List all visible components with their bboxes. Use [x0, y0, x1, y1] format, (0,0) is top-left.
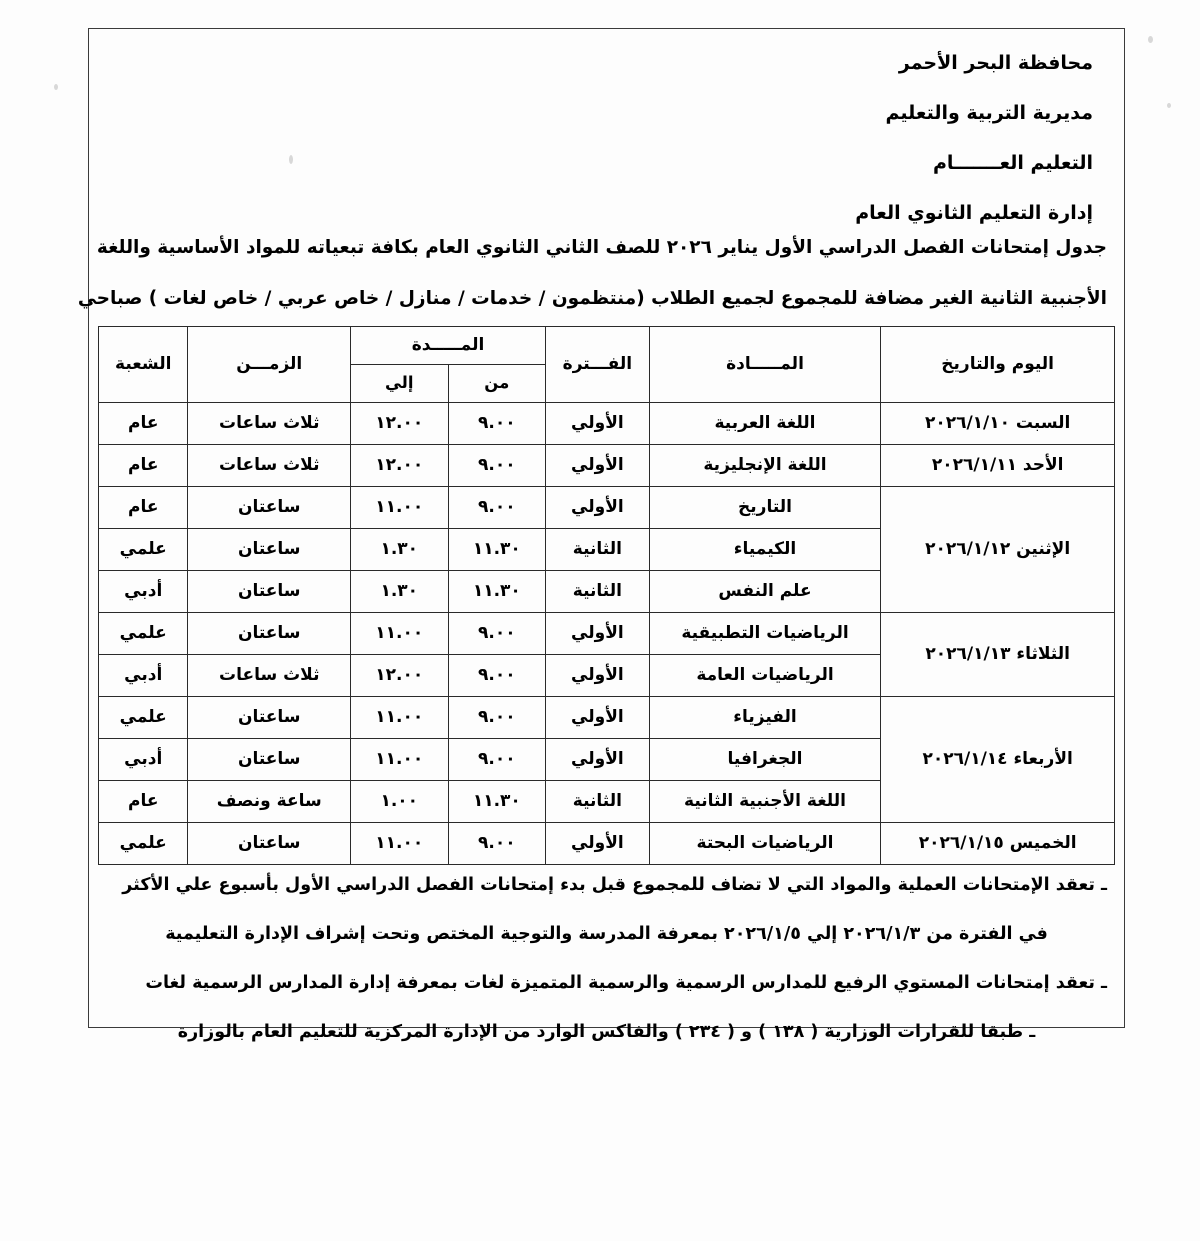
title-line-1: جدول إمتحانات الفصل الدراسي الأول يناير ٢٠٢٦ للصف الثاني الثانوي العام بكافة تبعياته للمواد الأساسية واللغة: [96, 237, 1107, 258]
table-header-row-1: [99, 326, 1115, 364]
cell-period: الثانية: [546, 780, 650, 822]
footnote-2: ـ تعقد إمتحانات المستوي الرفيع للمدارس الرسمية والرسمية المتميزة لغات بمعرفة إدارة المدارس الرسمية لغات: [145, 972, 1107, 993]
cell-to: ١١.٠٠: [351, 612, 449, 654]
cell-to: ١.٣٠: [351, 528, 449, 570]
header-day-and-date: اليوم والتاريخ: [881, 326, 1115, 402]
cell-from: ٩.٠٠: [448, 696, 546, 738]
cell-to: ١.٠٠: [351, 780, 449, 822]
cell-section: عام: [99, 402, 188, 444]
footnotes: [88, 865, 1125, 1043]
cell-to: ١٢.٠٠: [351, 444, 449, 486]
header-to: إلي: [351, 364, 449, 402]
cell-period: الأولي: [546, 738, 650, 780]
cell-period: الأولي: [546, 822, 650, 864]
cell-time: ساعتان: [188, 612, 351, 654]
cell-subject: الفيزياء: [649, 696, 881, 738]
footnote-1-line-2: في الفترة من ٢٠٢٦/١/٣ إلي ٢٠٢٦/١/٥ بمعرفة المدرسة والتوجية المختص وتحت إشراف الإدارة التعليمية: [165, 923, 1048, 944]
cell-period: الأولي: [546, 654, 650, 696]
cell-period: الثانية: [546, 528, 650, 570]
cell-from: ١١.٣٠: [448, 528, 546, 570]
cell-subject: اللغة العربية: [649, 402, 881, 444]
cell-subject: علم النفس: [649, 570, 881, 612]
cell-period: الأولي: [546, 402, 650, 444]
cell-period: الأولي: [546, 444, 650, 486]
table-row: [99, 444, 1115, 486]
header-duration-group: المـــــدة: [351, 326, 546, 364]
cell-to: ١١.٠٠: [351, 822, 449, 864]
cell-section: أدبي: [99, 570, 188, 612]
schedule-table-wrapper: [88, 326, 1125, 865]
document-title: [77, 237, 1125, 310]
cell-section: علمي: [99, 612, 188, 654]
cell-from: ١١.٣٠: [448, 780, 546, 822]
directorate-line: مديرية التربية والتعليم: [885, 102, 1093, 124]
cell-day-and-date: الأربعاء ٢٠٢٦/١/١٤: [881, 696, 1115, 822]
footnote-3: ـ طبقا للقرارات الوزارية ( ١٣٨ ) و ( ٢٣٤ ) والفاكس الوارد من الإدارة المركزية للتعليم العام بالوزارة: [177, 1021, 1036, 1042]
cell-time: ساعة ونصف: [188, 780, 351, 822]
cell-to: ١١.٠٠: [351, 738, 449, 780]
table-row: [99, 822, 1115, 864]
title-line-2: الأجنبية الثانية الغير مضافة للمجموع لجميع الطلاب (منتظمون / خدمات / منازل / خاص عربي / خاص لغات ) صباحي: [77, 288, 1107, 310]
header-subject: المـــــادة: [649, 326, 881, 402]
administration-line: إدارة التعليم الثانوي العام: [855, 202, 1093, 224]
cell-subject: اللغة الإنجليزية: [649, 444, 881, 486]
document-content: [77, 28, 1125, 1071]
cell-from: ٩.٠٠: [448, 738, 546, 780]
cell-from: ١١.٣٠: [448, 570, 546, 612]
cell-subject: الرياضيات البحتة: [649, 822, 881, 864]
cell-from: ٩.٠٠: [448, 612, 546, 654]
cell-day-and-date: السبت ٢٠٢٦/١/١٠: [881, 402, 1115, 444]
header-time: الزمـــن: [188, 326, 351, 402]
cell-to: ١.٣٠: [351, 570, 449, 612]
table-row: [99, 402, 1115, 444]
cell-subject: الكيمياء: [649, 528, 881, 570]
cell-time: ساعتان: [188, 570, 351, 612]
cell-to: ١١.٠٠: [351, 486, 449, 528]
cell-section: أدبي: [99, 654, 188, 696]
cell-day-and-date: الثلاثاء ٢٠٢٦/١/١٣: [881, 612, 1115, 696]
footnote-1-line-1: ـ تعقد الإمتحانات العملية والمواد التي لا تضاف للمجموع قبل بدء إمتحانات الفصل الدراسي الأول بأسبوع علي الأكثر: [122, 874, 1107, 895]
cell-from: ٩.٠٠: [448, 654, 546, 696]
cell-subject: الجغرافيا: [649, 738, 881, 780]
cell-time: ساعتان: [188, 738, 351, 780]
cell-subject: اللغة الأجنبية الثانية: [649, 780, 881, 822]
cell-time: ساعتان: [188, 696, 351, 738]
header-from: من: [448, 364, 546, 402]
letterhead: [88, 28, 1125, 237]
cell-day-and-date: الأحد ٢٠٢٦/١/١١: [881, 444, 1115, 486]
cell-subject: الرياضيات التطبيقية: [649, 612, 881, 654]
cell-to: ١٢.٠٠: [351, 402, 449, 444]
cell-to: ١٢.٠٠: [351, 654, 449, 696]
cell-subject: التاريخ: [649, 486, 881, 528]
cell-time: ساعتان: [188, 822, 351, 864]
cell-time: ثلاث ساعات: [188, 654, 351, 696]
governorate-line: محافظة البحر الأحمر: [898, 52, 1093, 74]
general-education-line: التعليم العـــــــام: [932, 152, 1093, 174]
cell-time: ثلاث ساعات: [188, 444, 351, 486]
table-row: [99, 696, 1115, 738]
cell-from: ٩.٠٠: [448, 486, 546, 528]
cell-from: ٩.٠٠: [448, 444, 546, 486]
scan-speck: [1167, 103, 1171, 108]
cell-time: ثلاث ساعات: [188, 402, 351, 444]
cell-period: الثانية: [546, 570, 650, 612]
cell-period: الأولي: [546, 486, 650, 528]
cell-day-and-date: الإثنين ٢٠٢٦/١/١٢: [881, 486, 1115, 612]
cell-section: أدبي: [99, 738, 188, 780]
cell-from: ٩.٠٠: [448, 402, 546, 444]
table-head: [99, 326, 1115, 402]
cell-subject: الرياضيات العامة: [649, 654, 881, 696]
cell-time: ساعتان: [188, 528, 351, 570]
table-body: [99, 402, 1115, 864]
table-row: [99, 612, 1115, 654]
cell-section: عام: [99, 444, 188, 486]
cell-time: ساعتان: [188, 486, 351, 528]
cell-section: عام: [99, 486, 188, 528]
cell-section: عام: [99, 780, 188, 822]
scan-speck: [54, 84, 58, 90]
header-period: الفـــترة: [546, 326, 650, 402]
cell-to: ١١.٠٠: [351, 696, 449, 738]
scan-speck: [1148, 36, 1153, 43]
exam-schedule-table: [98, 326, 1115, 865]
cell-period: الأولي: [546, 612, 650, 654]
table-row: [99, 486, 1115, 528]
cell-from: ٩.٠٠: [448, 822, 546, 864]
cell-period: الأولي: [546, 696, 650, 738]
cell-section: علمي: [99, 528, 188, 570]
cell-section: علمي: [99, 696, 188, 738]
cell-day-and-date: الخميس ٢٠٢٦/١/١٥: [881, 822, 1115, 864]
header-section: الشعبة: [99, 326, 188, 402]
cell-section: علمي: [99, 822, 188, 864]
